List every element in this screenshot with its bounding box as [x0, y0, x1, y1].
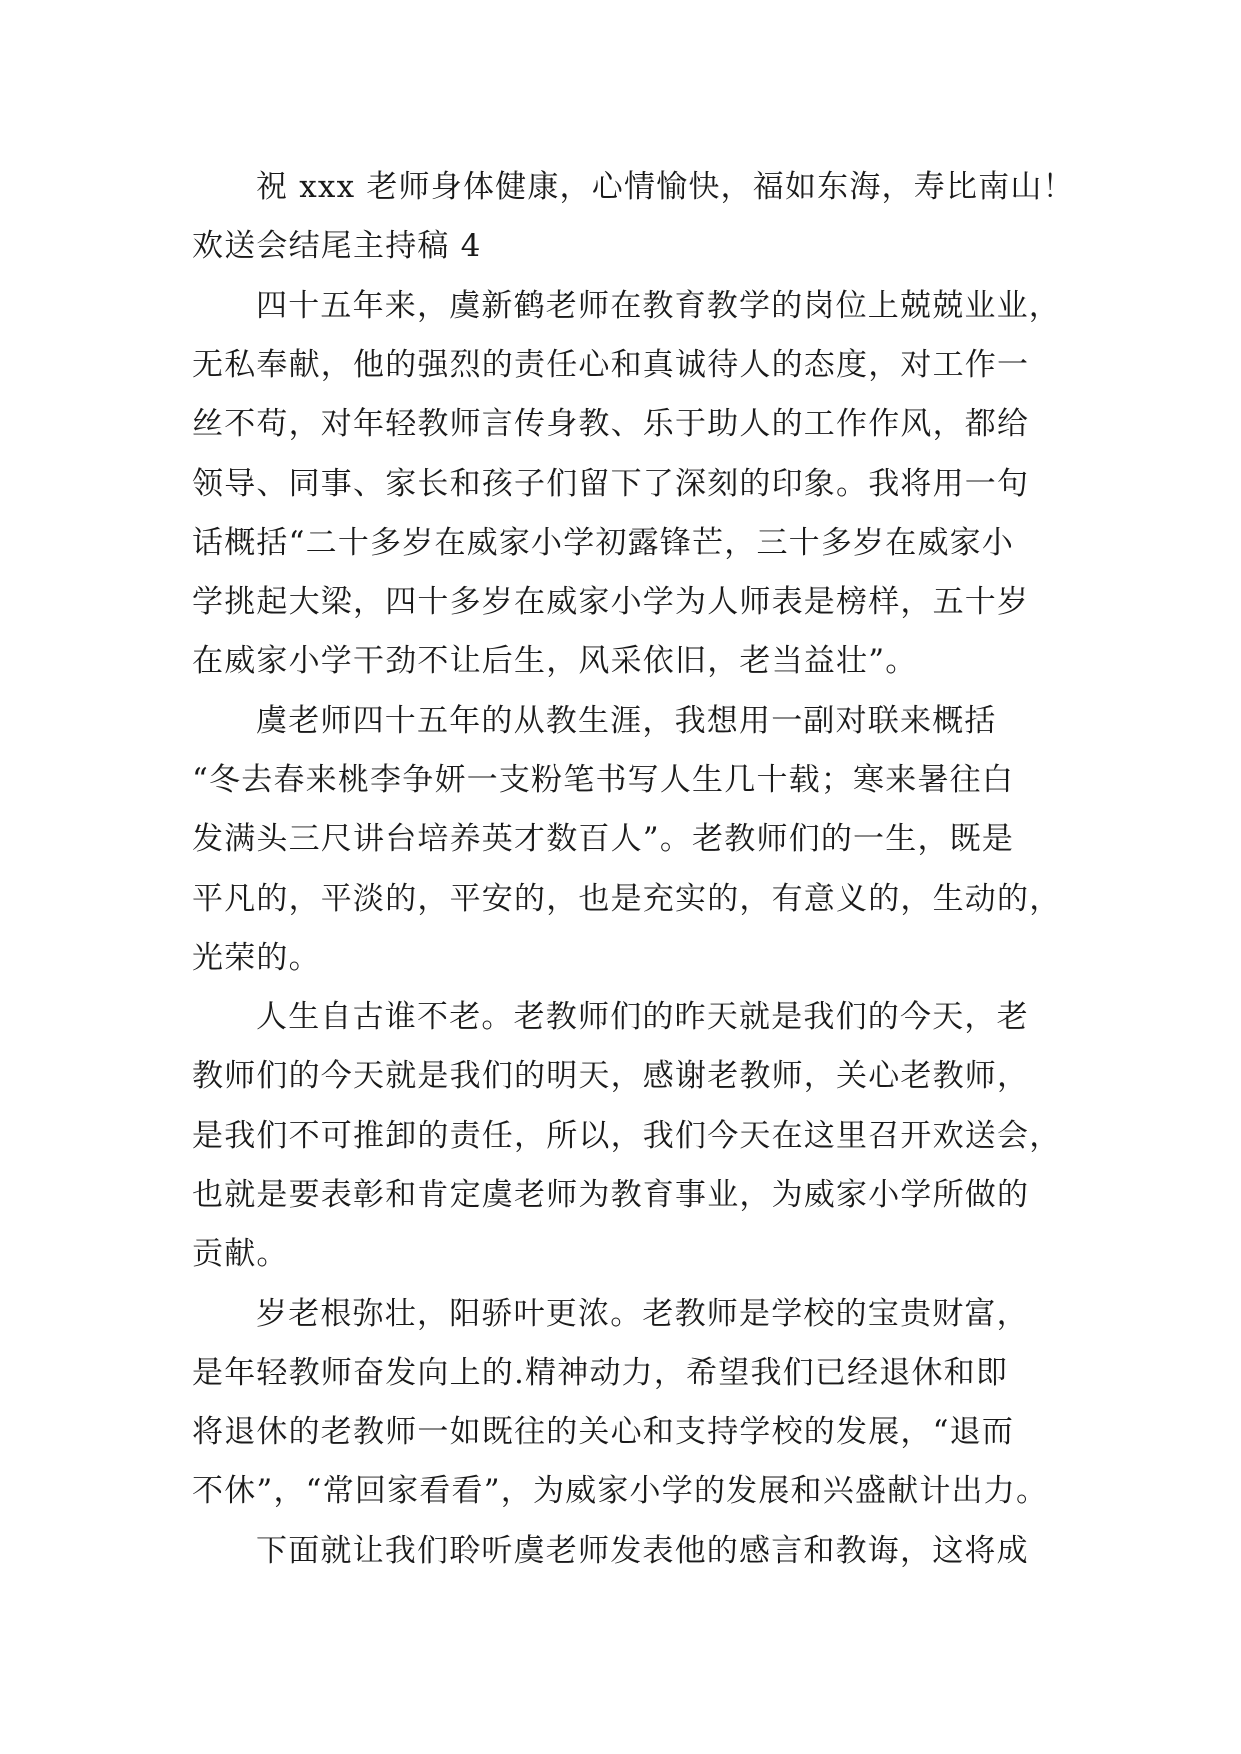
text-line: 四十五年来，虞新鹤老师在教育教学的岗位上兢兢业业， — [256, 288, 1061, 324]
text-line: 岁老根弥壮，阳骄叶更浓。老教师是学校的宝贵财富， — [256, 1296, 1029, 1332]
text-line: 下面就让我们聆听虞老师发表他的感言和教诲，这将成 — [256, 1533, 1029, 1569]
section-heading: 欢送会结尾主持稿 4 — [192, 228, 482, 264]
text-line: 无私奉献，他的强烈的责任心和真诚待人的态度，对工作一 — [192, 347, 1030, 383]
text-line: 光荣的。 — [192, 940, 321, 976]
text-line: 是我们不可推卸的责任，所以，我们今天在这里召开欢送会， — [192, 1118, 1062, 1154]
text-line: 将退休的老教师一如既往的关心和支持学校的发展，“退而 — [192, 1414, 1015, 1450]
text-line: 是年轻教师奋发向上的.精神动力，希望我们已经退休和即 — [192, 1355, 1009, 1391]
text-line: 发满头三尺讲台培养英才数百人”。老教师们的一生，既是 — [192, 821, 1015, 857]
text-line: 虞老师四十五年的从教生涯，我想用一副对联来概括 — [256, 703, 997, 739]
text-line: 不休”，“常回家看看”，为威家小学的发展和兴盛献计出力。 — [192, 1473, 1049, 1509]
text-line: 丝不苟，对年轻教师言传身教、乐于助人的工作作风，都给 — [192, 406, 1030, 442]
text-line: 人生自古谁不老。老教师们的昨天就是我们的今天，老 — [256, 999, 1029, 1035]
text-line: 也就是要表彰和肯定虞老师为教育事业，为威家小学所做的 — [192, 1177, 1030, 1213]
text-line: 学挑起大梁，四十多岁在威家小学为人师表是榜样，五十岁 — [192, 584, 1030, 620]
text-line: 领导、同事、家长和孩子们留下了深刻的印象。我将用一句 — [192, 466, 1030, 502]
text-line: 在威家小学干劲不让后生，风采依旧，老当益壮”。 — [192, 643, 918, 679]
text-line: 话概括“二十多岁在威家小学初露锋芒，三十多岁在威家小 — [192, 525, 1015, 561]
text-line: 祝 xxx 老师身体健康，心情愉快，福如东海，寿比南山！ — [256, 169, 1075, 205]
text-line: 教师们的今天就是我们的明天，感谢老教师，关心老教师， — [192, 1058, 1030, 1094]
text-line: “冬去春来桃李争妍一支粉笔书写人生几十载；寒来暑往白 — [192, 762, 1015, 798]
text-line: 平凡的，平淡的，平安的，也是充实的，有意义的，生动的， — [192, 881, 1062, 917]
text-line: 贡献。 — [192, 1236, 289, 1272]
